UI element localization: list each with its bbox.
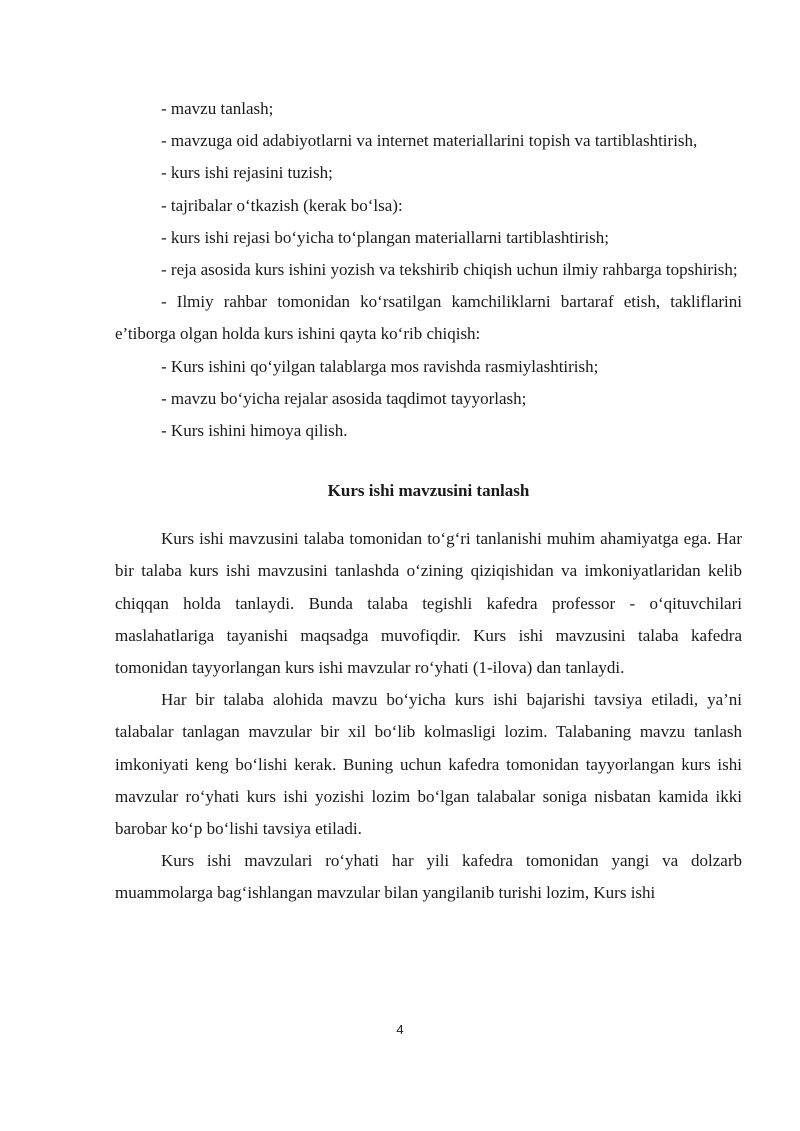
step-item: - Kurs ishini himoya qilish. [161, 421, 348, 441]
step-item: - reja asosida kurs ishini yozish va tekshirib chiqish uchun ilmiy rahbarga topshirish; [161, 260, 738, 280]
step-item: - Kurs ishini qo‘yilgan talablarga mos ravishda rasmiylashtirish; [161, 356, 599, 376]
step-item: - mavzu bo‘yicha rejalar asosida taqdimot tayyorlash; [161, 388, 527, 408]
step-list [115, 93, 742, 447]
body-paragraph: Kurs ishi mavzulari ro‘yhati har yili kafedra tomonidan yangi va dolzarb muammolarga bag‘ishlangan mavzular bilan yangilanib turishi lozim, Kurs ishi [115, 851, 742, 903]
page-content [115, 93, 742, 910]
step-item: - mavzuga oid adabiyotlarni va internet materiallarini topish va tartiblashtirish, [161, 131, 698, 151]
step-item: - Ilmiy rahbar tomonidan ko‘rsatilgan kamchiliklarni bartaraf etish, takliflarini e’tiborga olgan holda kurs ishini qayta ko‘rib chiqish: [115, 292, 742, 344]
body-paragraph: Har bir talaba alohida mavzu bo‘yicha kurs ishi bajarishi tavsiya etiladi, ya’ni talabalar tanlagan mavzular bir xil bo‘lib kolmasligi lozim. Talabaning mavzu tanlash imkoniyati keng bo‘lishi kerak. Buning uchun kafedra tomonidan tayyorlangan kurs ishi mavzular ro‘yhati kurs ishi yozishi lozim bo‘lgan talabalar soniga nisbatan kamida ikki barobar ko‘p bo‘lishi tavsiya etiladi. [115, 690, 742, 839]
step-item: - tajribalar o‘tkazish (kerak bo‘lsa): [161, 195, 403, 215]
step-item: - kurs ishi rejasi bo‘yicha to‘plangan materiallarni tartiblashtirish; [161, 227, 610, 247]
body-paragraph: Kurs ishi mavzusini talaba tomonidan to‘g‘ri tanlanishi muhim ahamiyatga ega. Har bir talaba kurs ishi mavzusini tanlashda o‘zining qiziqishidan va imkoniyatlaridan kelib chiqqan holda tanlaydi. Bunda talaba tegishli kafedra professor - o‘qituvchilari maslahatlariga tayanishi maqsadga muvofiqdir. Kurs ishi mavzusini talaba kafedra tomonidan tayyorlangan kurs ishi mavzular ro‘yhati (1-ilova) dan tanlaydi. [115, 529, 742, 678]
section-title: Kurs ishi mavzusini tanlash [327, 481, 530, 501]
step-item: - kurs ishi rejasini tuzish; [161, 163, 333, 183]
page-number: 4 [396, 1022, 404, 1037]
step-item: - mavzu tanlash; [161, 99, 274, 118]
